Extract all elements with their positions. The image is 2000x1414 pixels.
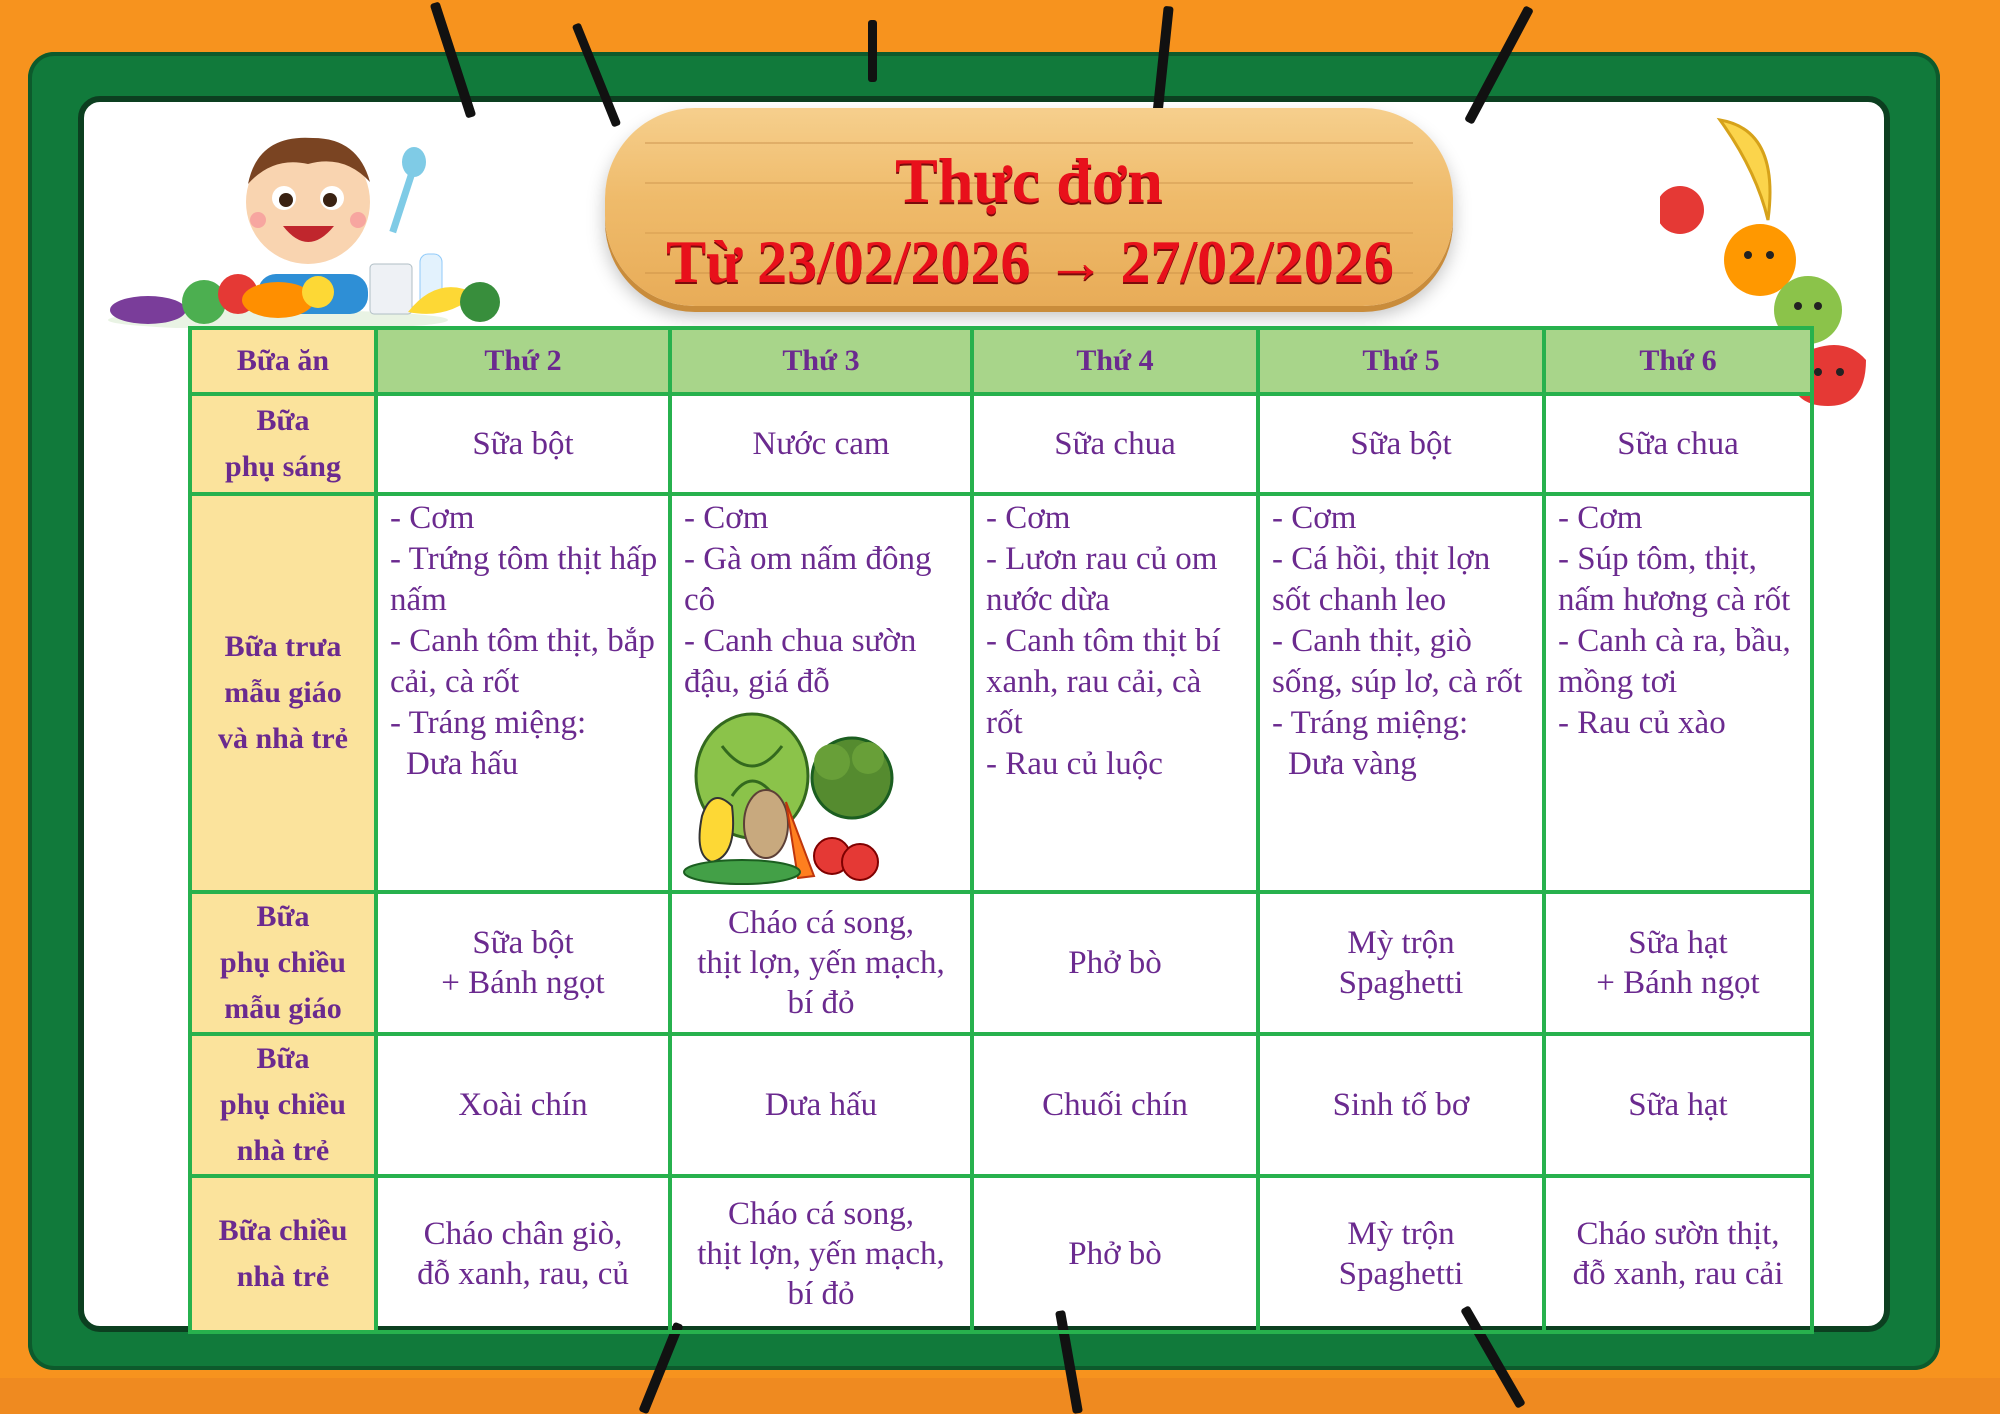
menu-cell: - Cơm - Súp tôm, thịt, nấm hương cà rốt - Canh cà ra, bầu, mồng tơi - Rau củ xào [1544, 494, 1812, 892]
column-header: Thứ 2 [376, 328, 670, 394]
menu-cell: - Cơm - Trứng tôm thịt hấp nấm - Canh tôm thịt, bắp cải, cà rốt - Tráng miệng: Dưa hấu [376, 494, 670, 892]
menu-table [188, 326, 1814, 1334]
meal-name-cell: Bữa trưa mẫu giáo và nhà trẻ [190, 494, 376, 892]
menu-title: Thực đơn [895, 145, 1163, 216]
menu-cell: - Cơm - Gà om nấm đông cô - Canh chua sườn đậu, giá đỗ [670, 494, 972, 892]
menu-cell: Sữa hạt [1544, 1034, 1812, 1176]
table-row [190, 1176, 1812, 1332]
menu-cell: Mỳ trộn Spaghetti [1258, 892, 1544, 1034]
menu-cell: - Cơm - Lươn rau củ om nước dừa - Canh tôm thịt bí xanh, rau cải, cà rốt - Rau củ luộc [972, 494, 1258, 892]
menu-cell: Mỳ trộn Spaghetti [1258, 1176, 1544, 1332]
meal-name-cell: Bữa phụ chiều mẫu giáo [190, 892, 376, 1034]
table-row [190, 494, 1812, 892]
child-eating-illustration [108, 124, 508, 328]
menu-cell: Cháo cá song, thịt lợn, yến mạch, bí đỏ [670, 1176, 972, 1332]
menu-cell: Sữa chua [972, 394, 1258, 494]
column-header: Thứ 3 [670, 328, 972, 394]
menu-cell: Cháo cá song, thịt lợn, yến mạch, bí đỏ [670, 892, 972, 1034]
menu-cell: Sữa bột + Bánh ngọt [376, 892, 670, 1034]
table-header-row [190, 328, 1812, 394]
menu-cell: Sữa hạt + Bánh ngọt [1544, 892, 1812, 1034]
menu-cell: Sữa bột [376, 394, 670, 494]
meal-name-cell: Bữa phụ chiều nhà trẻ [190, 1034, 376, 1176]
column-header: Bữa ăn [190, 328, 376, 394]
menu-cell: Sữa chua [1544, 394, 1812, 494]
menu-cell: Xoài chín [376, 1034, 670, 1176]
menu-cell: Dưa hấu [670, 1034, 972, 1176]
table-row [190, 1034, 1812, 1176]
menu-cell: Cháo sườn thịt, đỗ xanh, rau cải [1544, 1176, 1812, 1332]
table-row [190, 394, 1812, 494]
table-row [190, 892, 1812, 1034]
meal-name-cell: Bữa phụ sáng [190, 394, 376, 494]
column-header: Thứ 5 [1258, 328, 1544, 394]
menu-date-range: Từ 23/02/2026 → 27/02/2026 [666, 229, 1394, 295]
menu-cell: Phở bò [972, 892, 1258, 1034]
column-header: Thứ 4 [972, 328, 1258, 394]
menu-cell: Sinh tố bơ [1258, 1034, 1544, 1176]
menu-cell: Phở bò [972, 1176, 1258, 1332]
column-header: Thứ 6 [1544, 328, 1812, 394]
meal-name-cell: Bữa chiều nhà trẻ [190, 1176, 376, 1332]
menu-cell: Sữa bột [1258, 394, 1544, 494]
menu-cell: Nước cam [670, 394, 972, 494]
vegetables-illustration [682, 706, 906, 888]
background-orange [0, 1378, 2000, 1414]
menu-cell: Cháo chân giò, đỗ xanh, rau, củ [376, 1176, 670, 1332]
crack-decoration [868, 20, 877, 82]
menu-cell: - Cơm - Cá hồi, thịt lợn sốt chanh leo - Canh thịt, giò sống, súp lơ, cà rốt - Tráng miệng: Dưa vàng [1258, 494, 1544, 892]
menu-cell: Chuối chín [972, 1034, 1258, 1176]
